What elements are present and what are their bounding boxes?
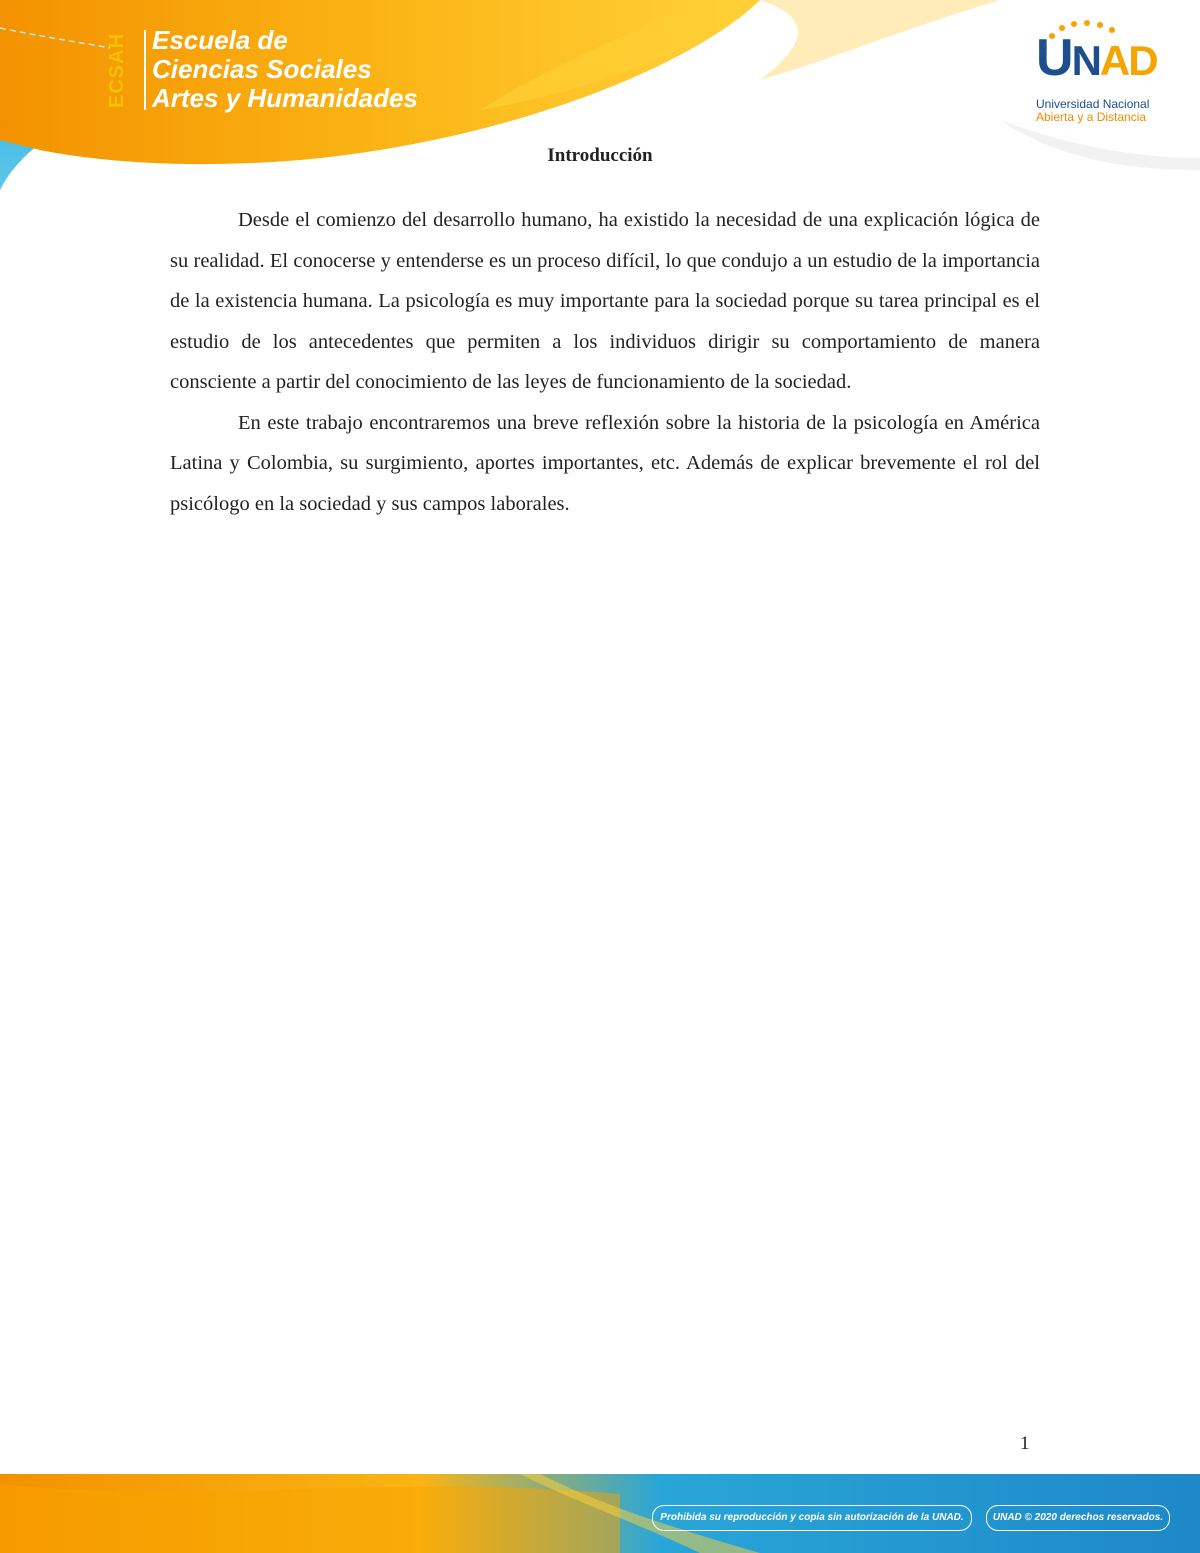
footer-copyright: UNAD © 2020 derechos reservados. [986, 1505, 1170, 1531]
unad-logo-wordmark [1036, 30, 1157, 89]
school-name [152, 26, 418, 113]
unad-logo-n: N [1071, 37, 1100, 84]
paragraph-2: En este trabajo encontraremos una breve reflexión sobre la historia de la psicología en América Latina y Colombia, su surgimiento, aportes importantes, etc. Además de explicar brevemente el rol del psicólogo en la sociedad y sus campos laborales. [170, 411, 1040, 515]
page-number: 1 [1020, 1433, 1030, 1454]
unad-logo-subtitle-1: Universidad Nacional [1036, 97, 1150, 111]
unad-logo-u: U [1036, 29, 1072, 87]
school-name-line2: Ciencias Sociales [152, 54, 372, 84]
school-name-line1: Escuela de [152, 25, 288, 55]
paragraph-1: Desde el comienzo del desarrollo humano, ha existido la necesidad de una explicación lógica de su realidad. El conocerse y entenderse es un proceso difícil, lo que condujo a un estudio de la importancia de la existencia humana. La psicología es muy importante para la sociedad porque su tarea principal es el estudio de los antecedentes que permiten a los individuos dirigir su comportamiento de manera consciente a partir del conocimiento de las leyes de funcionamiento de la sociedad. [170, 209, 1040, 393]
unad-logo-ad: AD [1099, 37, 1157, 84]
school-divider [144, 30, 146, 110]
unad-logo-subtitle-2: Abierta y a Distancia [1036, 110, 1147, 124]
school-name-line3: Artes y Humanidades [152, 83, 418, 113]
page-title: Introducción [547, 145, 653, 166]
school-abbreviation: ECSAH [106, 32, 128, 108]
document-body [170, 200, 1040, 524]
footer-notice: Prohibida su reproducción y copia sin autorización de la UNAD. [652, 1505, 972, 1531]
